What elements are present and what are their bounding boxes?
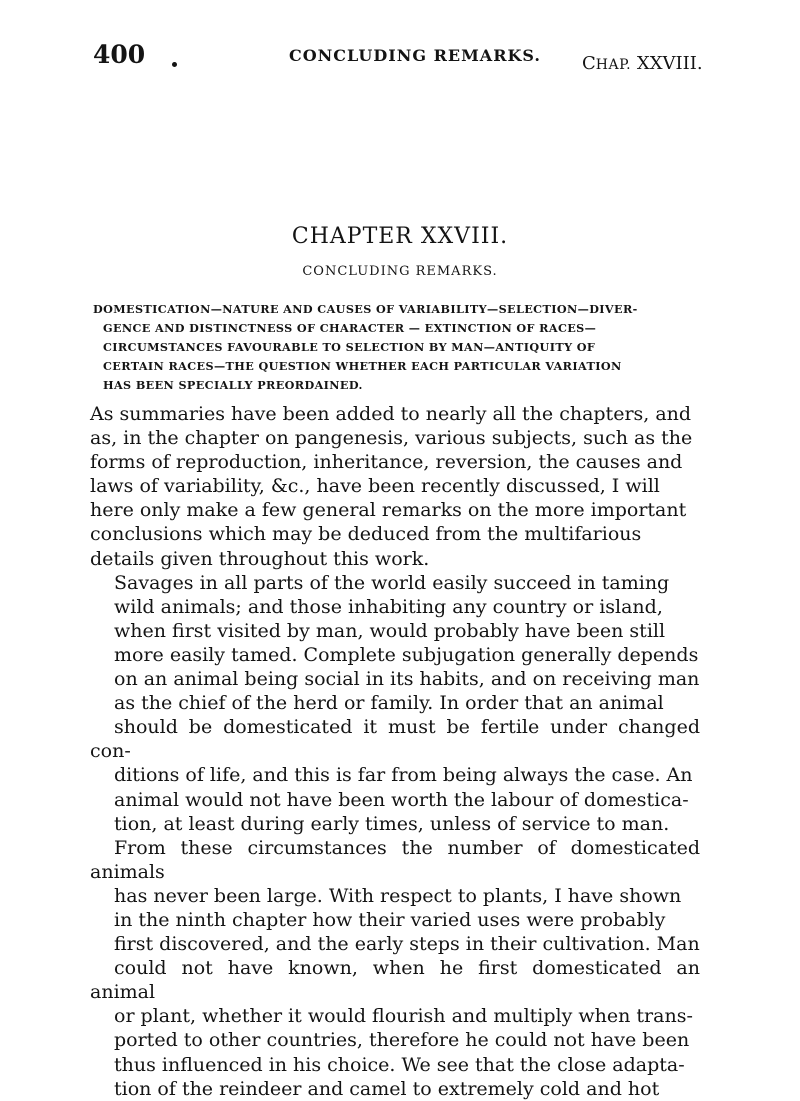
synopsis-line: HAS BEEN SPECIALLY PREORDAINED.: [103, 378, 363, 392]
text-line: on an animal being social in its habits, and on receiving man: [114, 668, 700, 691]
page-number: 400: [93, 40, 146, 69]
synopsis-line: DOMESTICATION—NATURE AND CAUSES OF VARIABILITY—SELECTION—DIVER-: [93, 302, 638, 316]
text-line: has never been large. With respect to plants, I have shown: [114, 884, 682, 907]
chapter-synopsis: [93, 300, 703, 395]
chapter-ref-initial: C: [582, 53, 596, 74]
text-line: could not have known, when he first domesticated an animal: [90, 957, 700, 1004]
text-line: laws of variability, &c., have been recently discussed, I will: [90, 475, 660, 498]
chapter-ref-abbrev: HAP.: [595, 57, 632, 73]
running-head: [0, 40, 800, 80]
chapter-ref-numeral: XXVIII.: [636, 53, 703, 74]
synopsis-line: GENCE AND DISTINCTNESS OF CHARACTER — EXTINCTION OF RACES—: [103, 321, 597, 335]
text-line: From these circumstances the number of domesticated animals: [90, 836, 700, 883]
body-text: [90, 402, 700, 1101]
text-line: more easily tamed. Complete subjugation generally depends: [114, 643, 699, 666]
text-line: should be domesticated it must be fertile under changed con-: [90, 716, 700, 763]
ink-dot: [172, 62, 177, 67]
chapter-subtitle: CONCLUDING REMARKS.: [302, 264, 498, 279]
text-line: when first visited by man, would probably have been still: [114, 619, 666, 642]
text-line: tion, at least during early times, unless of service to man.: [114, 812, 670, 835]
chapter-reference: [582, 53, 703, 74]
text-line: As summaries have been added to nearly all the chapters, and: [90, 403, 692, 425]
text-line: details given throughout this work.: [90, 547, 430, 570]
text-line: as the chief of the herd or family. In order that an animal: [114, 692, 664, 715]
text-line: here only make a few general remarks on the more important: [90, 499, 687, 522]
text-line: forms of reproduction, inheritance, reversion, the causes and: [90, 451, 683, 474]
chapter-heading: CHAPTER XXVIII.: [291, 224, 509, 249]
text-line: Savages in all parts of the world easily succeed in taming: [114, 571, 670, 594]
running-title: CONCLUDING REMARKS.: [289, 46, 541, 65]
paragraph-1: [90, 402, 700, 571]
text-line: ditions of life, and this is far from being always the case. An: [114, 764, 693, 787]
synopsis-line: CIRCUMSTANCES FAVOURABLE TO SELECTION BY MAN—ANTIQUITY OF: [103, 340, 596, 354]
text-line: ported to other countries, therefore he could not have been: [114, 1029, 690, 1052]
text-line: wild animals; and those inhabiting any country or island,: [114, 595, 663, 618]
text-line: tion of the reindeer and camel to extremely cold and hot: [114, 1077, 660, 1100]
text-line: as, in the chapter on pangenesis, various subjects, such as the: [90, 427, 693, 450]
synopsis-line: CERTAIN RACES—THE QUESTION WHETHER EACH PARTICULAR VARIATION: [103, 359, 622, 373]
text-line: in the ninth chapter how their varied uses were probably: [114, 908, 666, 931]
text-line: thus influenced in his choice. We see that the close adapta-: [114, 1053, 685, 1076]
paragraph-2: [90, 571, 700, 1101]
text-line: first discovered, and the early steps in their cultivation. Man: [114, 933, 700, 956]
text-line: animal would not have been worth the labour of domestica-: [114, 788, 689, 811]
text-line: or plant, whether it would flourish and multiply when trans-: [114, 1005, 693, 1028]
text-line: conclusions which may be deduced from the multifarious: [90, 523, 642, 546]
